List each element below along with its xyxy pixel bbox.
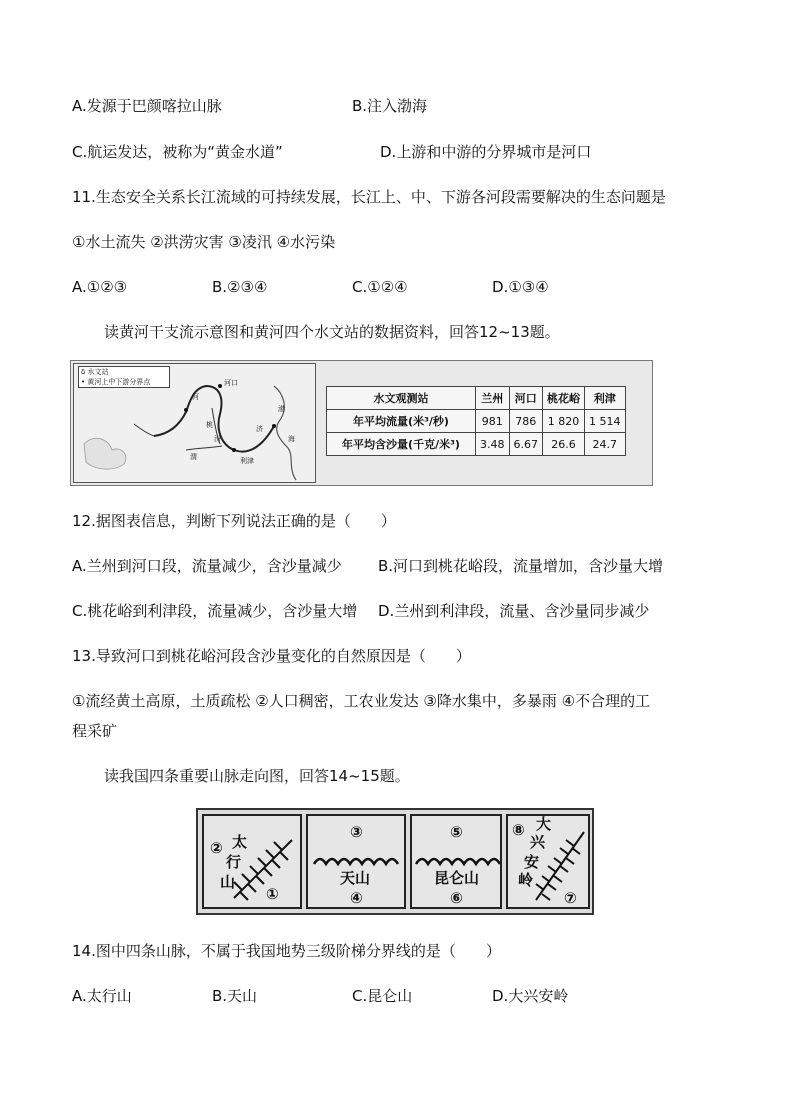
table-cell: 3.48: [476, 433, 510, 456]
table-header-cell: 水文观测站: [327, 387, 476, 410]
q14-option-c: C.昆仑山: [352, 987, 413, 1005]
panel-daxinganling: [506, 814, 590, 909]
table-cell: 1 820: [543, 410, 585, 433]
number-1: ①: [266, 885, 279, 903]
table-header-cell: 利津: [585, 387, 626, 410]
table-cell: 6.67: [509, 433, 543, 456]
label-lijin: 利津: [240, 457, 254, 465]
label-hang: 行: [226, 853, 242, 871]
q11-option-c: C.①②④: [352, 278, 408, 296]
number-8: ⑧: [512, 821, 525, 839]
label-da: 大: [536, 815, 552, 833]
panel-tianshan: [306, 814, 406, 909]
table-header-row: [327, 387, 626, 410]
q12-option-d: D.兰州到利津段，流量、含沙量同步减少: [378, 602, 650, 620]
table-cell: 981: [476, 410, 510, 433]
q10-option-a: A.发源于巴颜喀拉山脉: [72, 97, 222, 115]
q11-option-b: B.②③④: [212, 278, 268, 296]
number-7: ⑦: [564, 889, 577, 907]
table-row-header: 年平均含沙量(千克/米³): [327, 433, 476, 456]
table-cell: 24.7: [585, 433, 626, 456]
q14-option-b: B.天山: [212, 987, 258, 1005]
q14-option-d: D.大兴安岭: [492, 987, 569, 1005]
yellow-river-map: [73, 363, 316, 483]
q14-option-a: A.太行山: [72, 987, 132, 1005]
q12-stem: 12.据图表信息，判断下列说法正确的是（ ）: [72, 512, 396, 530]
number-2: ②: [210, 839, 223, 857]
label-shan: 山: [220, 873, 236, 891]
q10-option-d: D.上游和中游的分界城市是河口: [380, 143, 592, 161]
table-header-cell: 兰州: [476, 387, 510, 410]
q13-items-line2: 程采矿: [72, 722, 118, 740]
intro-14-15: 读我国四条重要山脉走向图，回答14~15题。: [104, 767, 410, 785]
yellow-river-figure: [70, 360, 653, 486]
table-row: [327, 410, 626, 433]
label-bo: 渤: [278, 405, 285, 413]
label-hai: 海: [288, 435, 295, 443]
taihang-ridge-icon: [204, 816, 300, 907]
table-row-header: 年平均流量(米³/秒): [327, 410, 476, 433]
label-xing: 兴: [530, 833, 546, 851]
label-ling: 岭: [518, 871, 534, 889]
number-4: ④: [350, 889, 363, 907]
label-tao: 桃: [206, 421, 213, 429]
number-6: ⑥: [450, 889, 463, 907]
label-fen: 汾: [214, 435, 221, 443]
label-kunlun: 昆仑山: [434, 869, 480, 887]
table-header-cell: 河口: [509, 387, 543, 410]
q14-stem: 14.图中四条山脉，不属于我国地势三级阶梯分界线的是（ ）: [72, 942, 501, 960]
panel-taihang: [202, 814, 302, 909]
q10-option-b: B.注入渤海: [352, 97, 428, 115]
label-tai: 太: [232, 833, 248, 851]
hydrology-table: [326, 386, 626, 456]
table-cell: 1 514: [585, 410, 626, 433]
table-row: [327, 433, 626, 456]
q13-items-line1: ①流经黄土高原，土质疏松 ②人口稠密，工农业发达 ③降水集中，多暴雨 ④不合理的工: [72, 692, 651, 710]
number-5: ⑤: [450, 823, 463, 841]
q12-option-b: B.河口到桃花峪段，流量增加，含沙量大增: [378, 557, 664, 575]
legend-station: δ 水文站: [81, 368, 109, 376]
q12-option-a: A.兰州到河口段，流量减少，含沙量减少: [72, 557, 342, 575]
q11-stem: 11.生态安全关系长江流域的可持续发展，长江上、中、下游各河段需要解决的生态问题是: [72, 188, 666, 206]
label-wei: 渭: [190, 453, 197, 461]
q12-option-c: C.桃花峪到利津段，流量减少，含沙量大增: [72, 602, 358, 620]
label-he: 河: [192, 393, 199, 401]
table-cell: 26.6: [543, 433, 585, 456]
intro-12-13: 读黄河干支流示意图和黄河四个水文站的数据资料，回答12~13题。: [104, 323, 560, 341]
label-tianshan: 天山: [340, 869, 371, 887]
q10-option-c: C.航运发达，被称为“黄金水道”: [72, 143, 283, 161]
label-hekou: 河口: [224, 379, 238, 387]
table-header-cell: 桃花峪: [543, 387, 585, 410]
number-3: ③: [350, 823, 363, 841]
mountain-ranges-figure: [196, 808, 594, 915]
q13-stem: 13.导致河口到桃花峪河段含沙量变化的自然原因是（ ）: [72, 647, 471, 665]
legend-divide-point: • 黄河上中下游分界点: [81, 378, 151, 386]
table-cell: 786: [509, 410, 543, 433]
panel-kunlun: [410, 814, 502, 909]
map-legend: [78, 366, 170, 388]
label-ji: 济: [256, 425, 263, 433]
q11-option-d: D.①③④: [492, 278, 549, 296]
q11-option-a: A.①②③: [72, 278, 128, 296]
q11-items: ①水土流失 ②洪涝灾害 ③凌汛 ④水污染: [72, 233, 336, 251]
label-an: 安: [524, 853, 540, 871]
